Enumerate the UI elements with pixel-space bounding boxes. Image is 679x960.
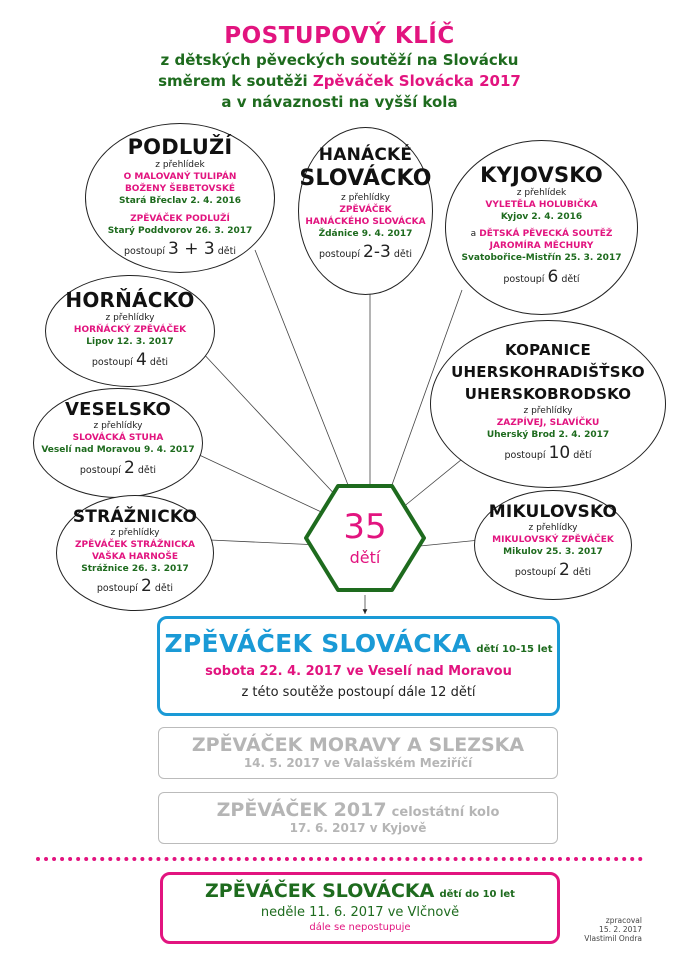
advance-pre: postoupí [503,274,545,285]
junior-note: dále se nepostupuje [309,922,411,933]
competition-place: Strážnice 26. 3. 2017 [81,564,189,574]
region-name: KOPANICE [505,341,591,359]
header-line2 [0,71,679,92]
competition-name: MIKULOVSKÝ ZPĚVÁČEK [492,535,614,545]
dotted-separator [36,857,643,861]
competition-name-2: DĚTSKÁ PĚVECKÁ SOUTĚŽ [479,229,613,239]
national-suffix: celostátní kolo [391,805,500,820]
region-name: HORŇÁCKO [65,288,195,312]
junior-date: neděle 11. 6. 2017 ve Vlčnově [260,905,460,920]
advance-pre: postoupí [91,357,133,368]
region-from: z přehlídky [528,523,578,533]
region-from: z přehlídky [105,313,155,323]
advance-post: děti [572,567,592,578]
advance-post: děti [154,583,174,594]
hub-label: dětí [349,548,381,567]
region-veselsko [33,388,203,498]
competition-name: ZPĚVÁČEK STRÁŽNICKA [75,540,195,550]
competition-place: Veselí nad Moravou 9. 4. 2017 [41,445,195,455]
advance-pre: postoupí [123,246,166,257]
region-name: MIKULOVSKO [488,502,618,522]
advance-number: 4 [135,350,147,370]
advance-post: dětí [561,274,580,285]
region-name-3: UHERSKOBRODSKO [464,385,632,403]
competition-name: ZPĚVÁČEK [339,205,392,215]
region-name-2: SLOVÁCKO [299,166,432,191]
national-date: 17. 6. 2017 v Kyjově [289,821,427,835]
advance-number: 2-3 [363,242,391,262]
region-podluzi [85,123,275,273]
advance-count [34,458,202,478]
advance-number: 2 [558,560,570,580]
competition-place: Lipov 12. 3. 2017 [86,337,174,347]
main-event-title: ZPĚVÁČEK SLOVÁCKA [164,629,472,658]
region-from: z přehlídky [523,406,573,416]
hub-count: 35 [343,507,387,547]
advance-count [46,350,214,370]
competition-name: HORŇÁCKÝ ZPĚVÁČEK [73,325,187,335]
junior-ages: dětí do 10 let [439,889,515,900]
competition-name-2-line [446,228,637,240]
competition-name: VYLETĚLA HOLUBIČKA [485,200,598,210]
advance-count [86,239,274,259]
moravy-box [158,727,558,779]
region-from: z přehlídek [155,160,205,170]
advance-number: 2 [123,458,135,478]
region-name: PODLUŽÍ [127,135,233,159]
conjunction: a [470,229,477,239]
credit-line3: Vlastimil Ondra [584,934,642,943]
region-straznicko [56,495,214,611]
competition-name-2-cont: JAROMÍRA MĚCHURY [489,241,594,251]
advance-number: 2 [140,576,152,596]
region-name: KYJOVSKO [480,163,603,187]
advance-count [446,267,637,287]
region-mikulovsko [474,490,632,600]
main-event-ages: dětí 10-15 let [476,644,553,655]
advance-pre: postoupí [504,450,546,461]
advance-post: dětí [573,450,592,461]
advance-number: 3 + 3 [168,239,215,259]
advance-number: 6 [547,267,559,287]
national-box [158,792,558,844]
advance-count [299,242,432,262]
junior-title-row [163,880,557,902]
competition-place: Stará Břeclav 2. 4. 2016 [118,196,242,206]
region-name: STRÁŽNICKO [72,507,198,527]
region-hanacke-slovacko [298,127,433,295]
region-from: z přehlídky [341,193,390,203]
region-from: z přehlídky [93,421,143,431]
advance-count [431,443,665,463]
main-event-date: sobota 22. 4. 2017 ve Veselí nad Moravou [205,664,512,679]
advance-pre: postoupí [318,249,360,260]
competition-name: O MALOVANÝ TULIPÁN [123,172,237,182]
competition-place: Ždánice 9. 4. 2017 [318,229,413,239]
competition-place: Mikulov 25. 3. 2017 [503,547,603,557]
competition-place-2: Svatobořice-Mistřín 25. 3. 2017 [461,253,622,263]
advance-count [57,576,213,596]
header-line1: z dětských pěveckých soutěží na Slovácku [160,51,519,69]
moravy-title: ZPĚVÁČEK MORAVY A SLEZSKA [191,734,525,756]
competition-place: Uherský Brod 2. 4. 2017 [486,430,610,440]
region-name-2: UHERSKOHRADIŠŤSKO [451,363,645,381]
advance-post: děti [393,249,413,260]
main-event-advance: z této soutěže postoupí dále 12 dětí [241,685,476,700]
region-kyjovsko [445,140,638,315]
competition-name: ZAZPÍVEJ, SLAVÍČKU [496,418,600,428]
junior-event-box [160,872,560,944]
competition-name-cont: VAŠKA HARNOŠE [91,552,179,562]
credit-line2: 15. 2. 2017 [599,925,642,934]
page-title: POSTUPOVÝ KLÍČ [224,23,455,49]
advance-pre: postoupí [514,567,556,578]
region-name: HANÁCKÉ [318,145,413,165]
moravy-date: 14. 5. 2017 ve Valašském Meziříčí [243,756,473,770]
header [0,22,679,113]
main-event-title-row [160,629,557,658]
junior-title: ZPĚVÁČEK SLOVÁCKA [205,880,435,902]
advance-post: děti [149,357,169,368]
header-line3: a v návaznosti na vyšší kola [221,93,458,111]
advance-post: děti [137,465,157,476]
advance-pre: postoupí [79,465,121,476]
header-line2-prefix: směrem k soutěži [158,72,313,90]
competition-place: Kyjov 2. 4. 2016 [500,212,583,222]
advance-count [475,560,631,580]
competition-place-2: Starý Poddvorov 26. 3. 2017 [107,226,253,236]
region-hornacko [45,275,215,387]
main-event-box [157,616,560,716]
credit-line1: zpracoval [605,916,642,925]
arrow-hornacko [200,350,340,500]
advance-post: děti [217,246,237,257]
competition-name-cont: HANÁCKÉHO SLOVÁCKA [305,217,426,227]
advance-pre: postoupí [96,583,138,594]
header-line2-highlight: Zpěváček Slovácka 2017 [312,72,521,90]
region-kopanice [430,320,666,488]
national-title: ZPĚVÁČEK 2017 [216,799,387,821]
competition-name-2: ZPĚVÁČEK PODLUŽÍ [130,214,230,224]
region-from: z přehlídek [516,188,567,198]
region-from: z přehlídky [110,528,160,538]
advance-number: 10 [548,443,571,463]
competition-name: SLOVÁCKÁ STUHA [72,433,164,443]
credit [578,916,642,943]
national-title-row [159,799,557,821]
competition-name-cont: BOŽENY ŠEBETOVSKÉ [124,184,236,194]
region-name: VESELSKO [65,399,171,420]
